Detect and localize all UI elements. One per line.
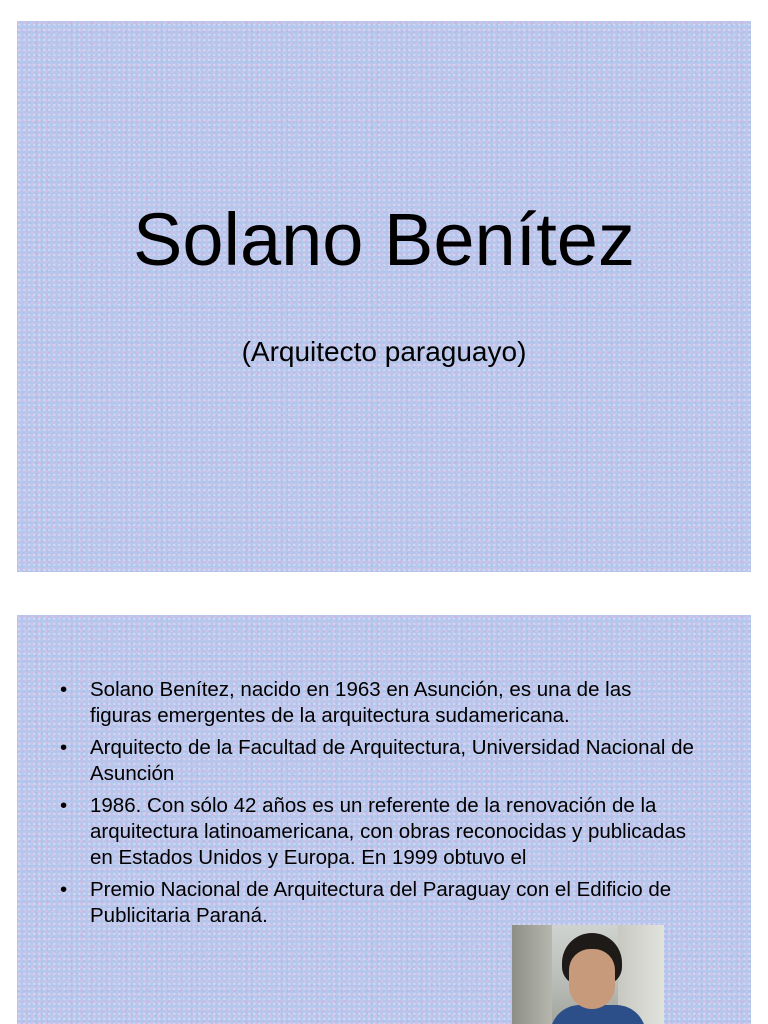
bullet-text: Arquitecto de la Facultad de Arquitectura, Universidad Nacional de Asunción [90,736,694,785]
bullet-text: Premio Nacional de Arquitectura del Paraguay con el Edificio de Publicitaria Paraná. [90,878,672,927]
bullet-item [57,877,697,929]
bullet-icon: • [60,678,68,701]
bullet-text: Solano Benítez, nacido en 1963 en Asunción, es una de las figuras emergentes de la arquitectura sudamericana. [90,678,632,727]
bullet-icon: • [60,736,68,759]
photo-background [512,925,552,1024]
content-slide [17,615,751,1024]
bullet-list [57,677,697,935]
portrait-face [569,949,615,1009]
bullet-icon: • [60,878,68,901]
bullet-icon: • [60,794,68,817]
portrait-photo [512,925,664,1024]
title-slide [17,21,751,572]
bullet-item [57,793,697,871]
bullet-item [57,735,697,787]
slide-subtitle: (Arquitecto paraguayo) [241,336,527,367]
bullet-text: 1986. Con sólo 42 años es un referente de la renovación de la arquitectura latinoamericana, con obras reconocidas y publicadas en Estados Unidos y Europa. En 1999 obtuvo el [90,794,686,869]
bullet-item [57,677,697,729]
slide-title: Solano Benítez [133,198,635,281]
